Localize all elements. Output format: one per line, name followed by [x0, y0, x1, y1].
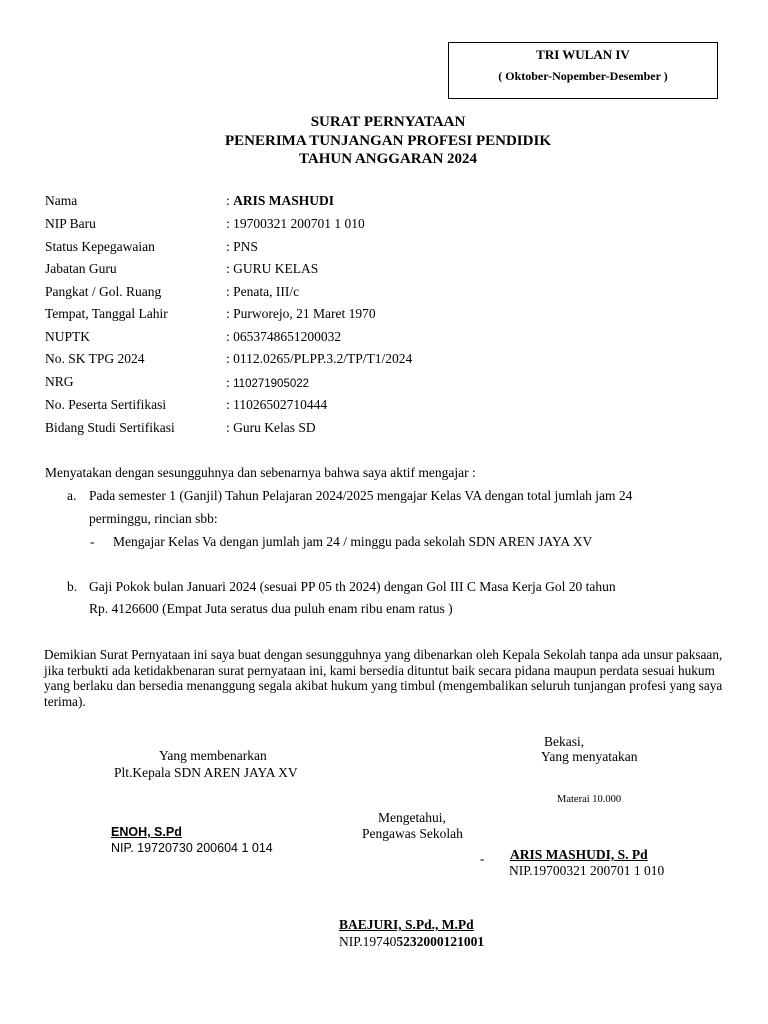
field-label-nuptk: NUPTK [45, 329, 91, 344]
declarant-role: Yang menyatakan [541, 749, 638, 764]
tri-wulan-months: ( Oktober-Nopember-Desember ) [498, 69, 668, 83]
supervisor-position: Pengawas Sekolah [362, 826, 463, 841]
supervisor-nip-rest: 5232000121001 [396, 934, 485, 949]
declarant-name: ARIS MASHUDI, S. Pd [510, 847, 648, 862]
field-value-text: Penata, III/c [233, 284, 300, 299]
field-separator: : [226, 193, 234, 208]
field-value-sk-tpg [226, 351, 412, 367]
field-label-nip: NIP Baru [45, 216, 96, 231]
field-separator: : [226, 351, 234, 366]
field-value-text: Purworejo, 21 Maret 1970 [233, 306, 376, 321]
item-b-text-cont: Rp. 4126600 (Empat Juta seratus dua puluh enam ribu enam ratus ) [89, 601, 453, 616]
field-separator: : [226, 239, 234, 254]
field-value-jabatan [226, 261, 318, 277]
field-label-bidang: Bidang Studi Sertifikasi [45, 420, 175, 435]
field-separator: : [226, 306, 234, 321]
field-value-nrg [226, 375, 309, 391]
field-value-text: Guru Kelas SD [233, 420, 316, 435]
field-value-status [226, 239, 258, 255]
field-value-text: 0112.0265/PLPP.3.2/TP/T1/2024 [233, 351, 413, 366]
item-a-sub-text: Mengajar Kelas Va dengan jumlah jam 24 / minggu pada sekolah SDN AREN JAYA XV [113, 534, 593, 549]
field-value-peserta [226, 397, 327, 413]
field-label-nrg: NRG [45, 374, 74, 389]
field-value-text: PNS [233, 239, 258, 254]
item-a-text: Pada semester 1 (Ganjil) Tahun Pelajaran 2024/2025 mengajar Kelas VA dengan total jumlah jam 24 [89, 488, 633, 503]
field-label-sk-tpg: No. SK TPG 2024 [45, 351, 145, 366]
tri-wulan-title: TRI WULAN IV [536, 47, 630, 62]
field-value-bidang [226, 420, 316, 436]
tri-wulan-box [448, 42, 718, 99]
field-label-ttl: Tempat, Tanggal Lahir [45, 306, 168, 321]
field-separator: : [226, 375, 234, 390]
item-a-sub-dash: - [90, 534, 95, 549]
field-value-nip [226, 216, 365, 232]
document-subtitle: PENERIMA TUNJANGAN PROFESI PENDIDIK [224, 133, 551, 149]
document-title: SURAT PERNYATAAN [310, 114, 466, 130]
validator-nip: NIP. 19720730 200604 1 014 [111, 841, 273, 855]
field-label-nama: Nama [45, 193, 78, 208]
supervisor-nip-prefix: NIP.19740 [339, 934, 397, 949]
supervisor-nip [339, 934, 484, 950]
closing-paragraph: Demikian Surat Pernyataan ini saya buat dengan sesungguhnya yang dibenarkan oleh Kepala Sekolah tanpa ada unsur paksaan, jika terbukti ada ketidakbenaran surat pernyataan ini, kami bersedia dituntut baik secara pidana maupun perdata sesuai hukum yang berlaku dan bersedia menanggung segala akibat hukum yang timbul (mengembalikan seluruh tunjangan profesi yang saya terima). [44, 647, 723, 709]
field-label-status: Status Kepegawaian [45, 239, 155, 254]
field-value-text: GURU KELAS [233, 261, 319, 276]
field-separator: : [226, 397, 234, 412]
field-label-jabatan: Jabatan Guru [45, 261, 117, 276]
declarant-nip: NIP.19700321 200701 1 010 [509, 863, 665, 878]
field-value-text: 110271905022 [233, 378, 310, 390]
item-b-marker: b. [67, 579, 78, 594]
field-value-text: 0653748651200032 [233, 329, 342, 344]
item-a-text-cont: perminggu, rincian sbb: [89, 511, 218, 526]
field-value-pangkat [226, 284, 299, 300]
field-value-text: 11026502710444 [233, 397, 328, 412]
field-label-pangkat: Pangkat / Gol. Ruang [45, 284, 162, 299]
document-year: TAHUN ANGGARAN 2024 [298, 151, 478, 167]
field-value-nama [226, 193, 334, 209]
materai-label: Materai 10.000 [557, 794, 622, 805]
signature-place: Bekasi, [544, 734, 585, 749]
field-separator: : [226, 284, 234, 299]
field-label-peserta: No. Peserta Sertifikasi [45, 397, 167, 412]
validator-role: Yang membenarkan [159, 748, 267, 763]
field-separator: : [226, 420, 234, 435]
field-value-ttl [226, 306, 376, 322]
validator-position: Plt.Kepala SDN AREN JAYA XV [114, 765, 298, 780]
field-separator: : [226, 329, 234, 344]
validator-name: ENOH, S.Pd [111, 825, 182, 839]
field-value-text: ARIS MASHUDI [233, 193, 335, 208]
field-value-text: 19700321 200701 1 010 [233, 216, 365, 231]
supervisor-role: Mengetahui, [378, 810, 446, 825]
supervisor-name: BAEJURI, S.Pd., M.Pd [339, 917, 474, 932]
field-value-nuptk [226, 329, 341, 345]
statement-intro: Menyatakan dengan sesungguhnya dan sebenarnya bahwa saya aktif mengajar : [45, 465, 476, 480]
declarant-dash: - [480, 851, 485, 866]
field-separator: : [226, 216, 234, 231]
item-a-marker: a. [67, 488, 77, 503]
item-b-text: Gaji Pokok bulan Januari 2024 (sesuai PP 05 th 2024) dengan Gol III C Masa Kerja Gol 20 tahun [89, 579, 616, 594]
field-separator: : [226, 261, 234, 276]
